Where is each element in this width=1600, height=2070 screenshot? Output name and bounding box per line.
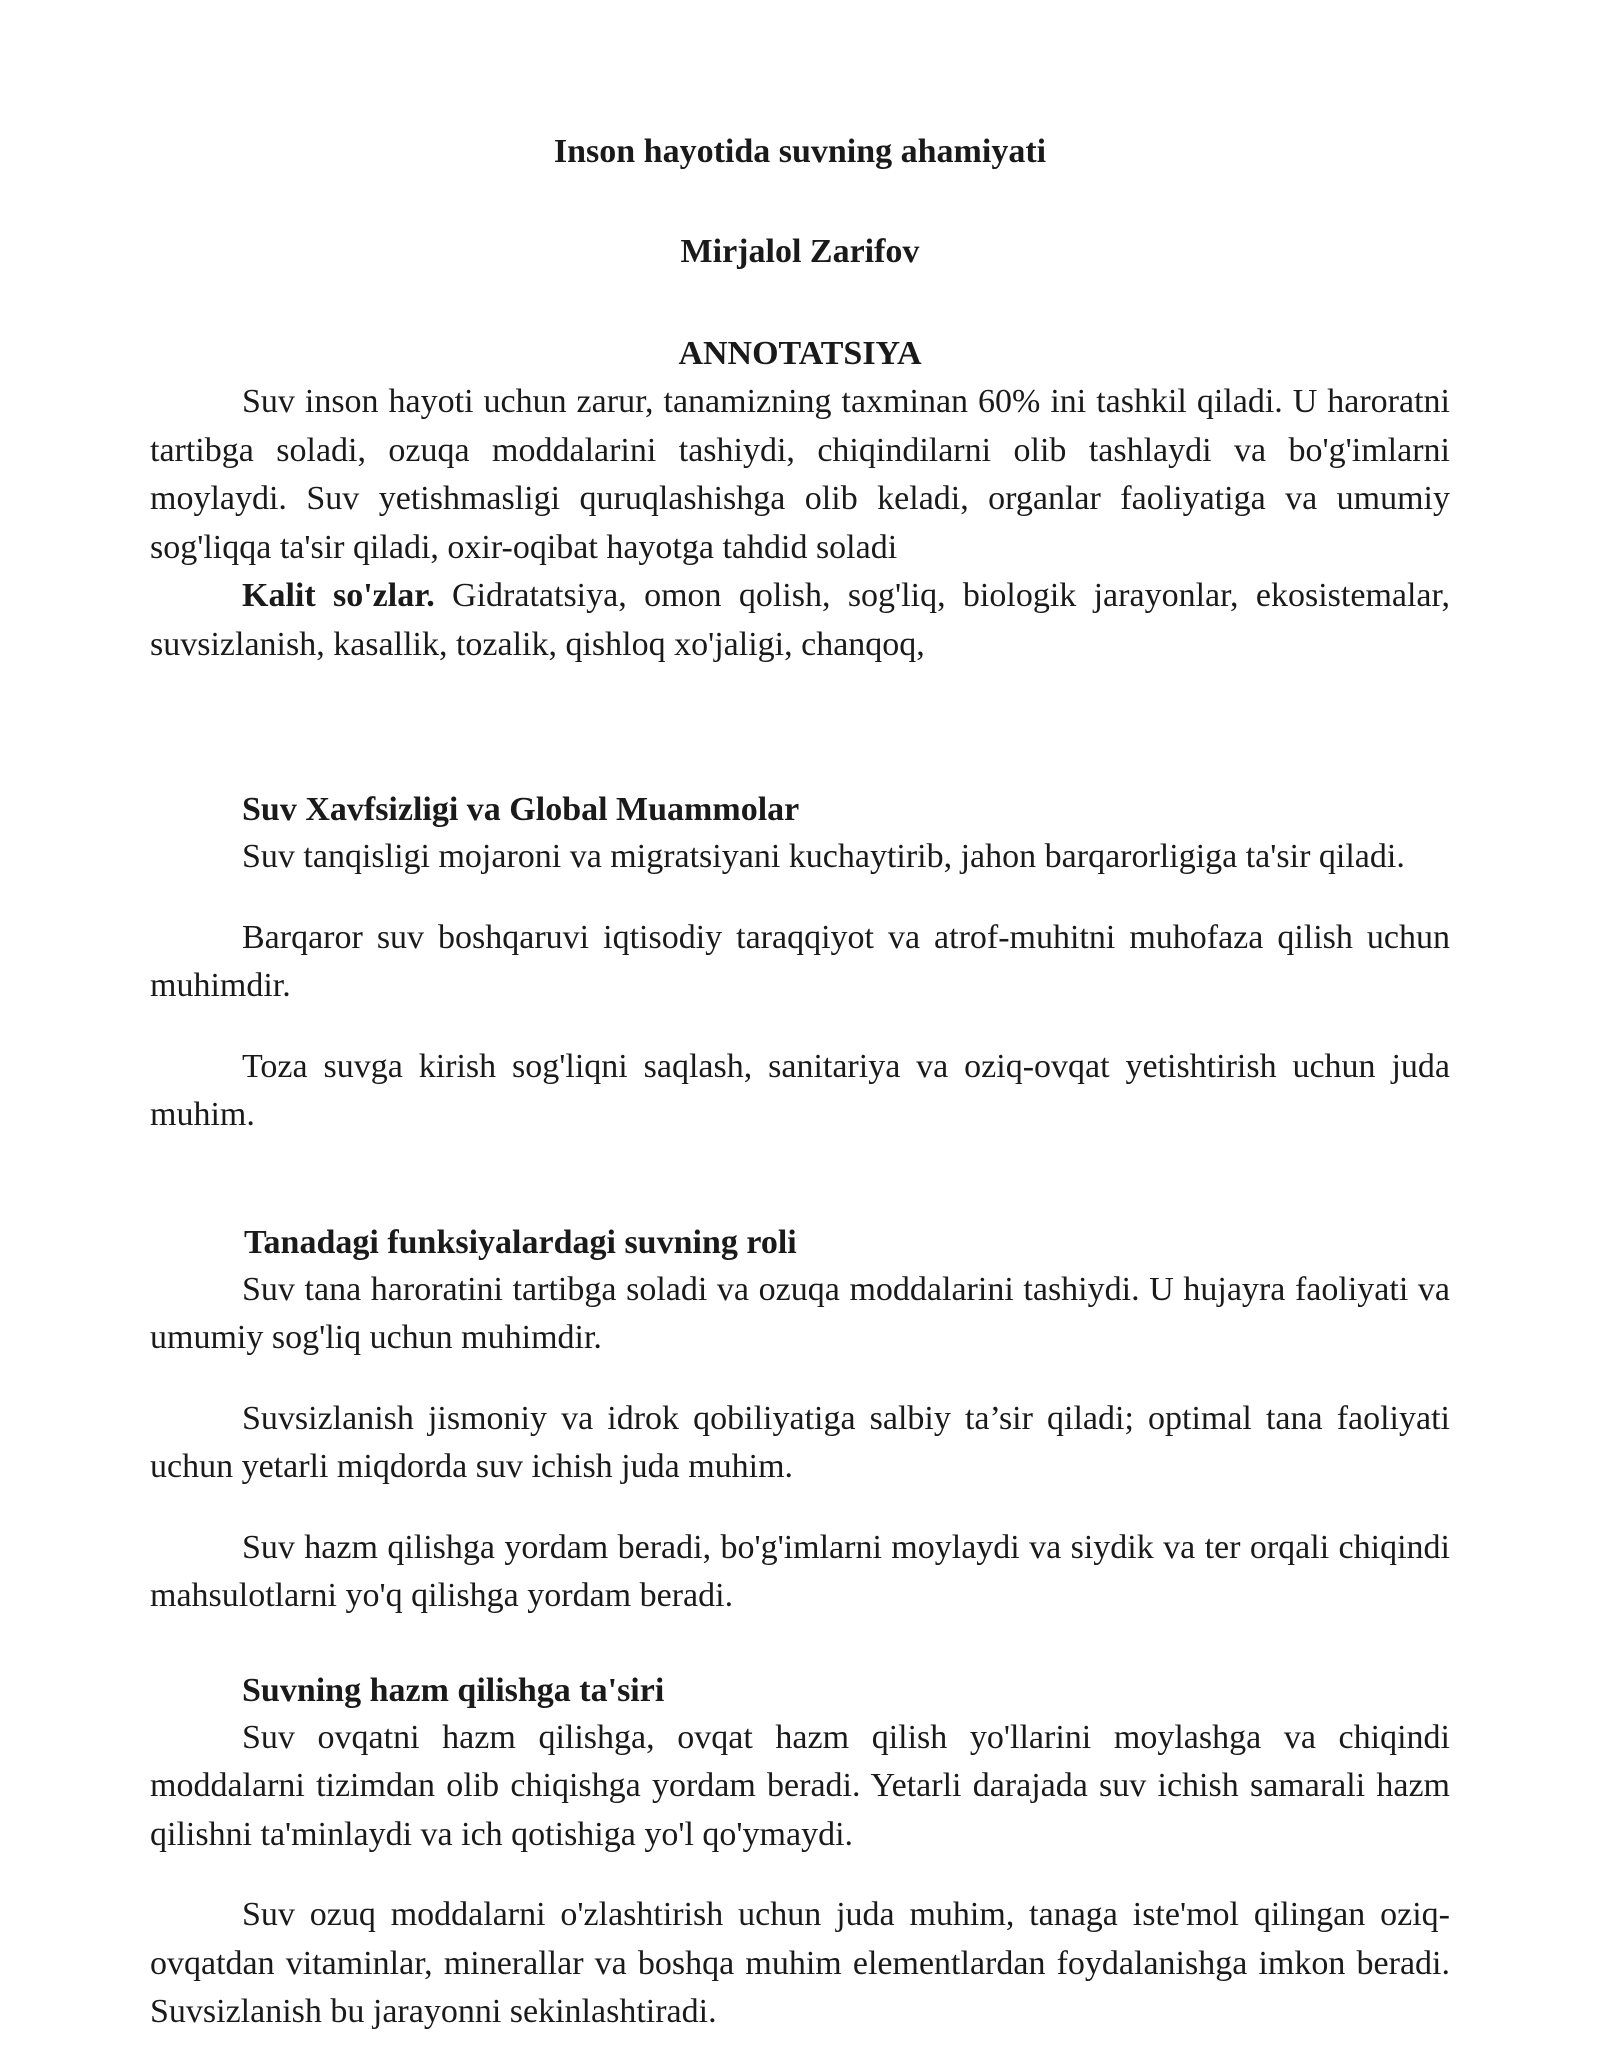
section-digestion xyxy=(150,1668,1450,2037)
section-heading: Suv Xavfsizligi va Global Muammolar xyxy=(242,791,800,828)
section-body-functions xyxy=(150,1220,1450,1621)
section-paragraph: Barqaror suv boshqaruvi iqtisodiy taraqqiyot va atrof-muhitni muhofaza qilish uchun muhimdir. xyxy=(150,918,1450,1004)
section-water-security xyxy=(150,787,1450,1140)
section-heading: Tanadagi funksiyalardagi suvning roli xyxy=(244,1223,797,1261)
section-paragraph: Suv tanqisligi mojaroni va migratsiyani kuchaytirib, jahon barqarorligiga ta'sir qiladi. xyxy=(242,838,1405,875)
document-title: Inson hayotida suvning ahamiyati xyxy=(553,133,1047,170)
section-paragraph: Toza suvga kirish sog'liqni saqlash, sanitariya va oziq-ovqat yetishtirish uchun juda muhim. xyxy=(150,1047,1450,1133)
section-paragraph: Suv tana haroratini tartibga soladi va ozuqa moddalarini tashiydi. U hujayra faoliyati va umumiy sog'liq uchun muhimdir. xyxy=(150,1270,1450,1356)
section-heading: Suvning hazm qilishga ta'siri xyxy=(242,1671,665,1709)
keywords-text: Gidratatsiya, omon qolish, sog'liq, biologik jarayonlar, ekosistemalar, suvsizlanish, kasallik, tozalik, qishloq xo'jaligi, chanqoq, xyxy=(150,577,1450,663)
section-paragraph: Suv ovqatni hazm qilishga, ovqat hazm qilish yo'llarini moylashga va chiqindi moddalarni tizimdan olib chiqishga yordam beradi. Yetarli darajada suv ichish samarali hazm qilishni ta'minlaydi va ich qotishiga yo'l qo'ymaydi. xyxy=(150,1718,1450,1853)
section-paragraph: Suv hazm qilishga yordam beradi, bo'g'imlarni moylaydi va siydik va ter orqali chiqindi mahsulotlarni yo'q qilishga yordam beradi. xyxy=(150,1528,1450,1614)
keywords-paragraph xyxy=(150,572,1450,669)
section-paragraph: Suvsizlanish jismoniy va idrok qobiliyatiga salbiy ta’sir qiladi; optimal tana faoliyati uchun yetarli miqdorda suv ichish juda muhim. xyxy=(150,1399,1450,1485)
author-name: Mirjalol Zarifov xyxy=(680,233,920,270)
annotation-text: Suv inson hayoti uchun zarur, tanamizning taxminan 60% ini tashkil qiladi. U haroratni tartibga soladi, ozuqa moddalarini tashiydi, chiqindilarni olib tashlaydi va bo'g'imlarni moylaydi. Suv yetishmasligi quruqlashishga olib keladi, organlar faoliyatiga va umumiy sog'liqqa ta'sir qiladi, oxir-oqibat hayotga tahdid soladi xyxy=(150,383,1450,566)
section-paragraph: Suv ozuq moddalarni o'zlashtirish uchun juda muhim, tanaga iste'mol qilingan oziq-ovqatdan vitaminlar, minerallar va boshqa muhim elementlardan foydalanishga imkon beradi. Suvsizlanish bu jarayonni sekinlashtiradi. xyxy=(150,1896,1450,2030)
annotation-heading: ANNOTATSIYA xyxy=(678,335,922,372)
keywords-label: Kalit so'zlar. xyxy=(242,577,435,614)
